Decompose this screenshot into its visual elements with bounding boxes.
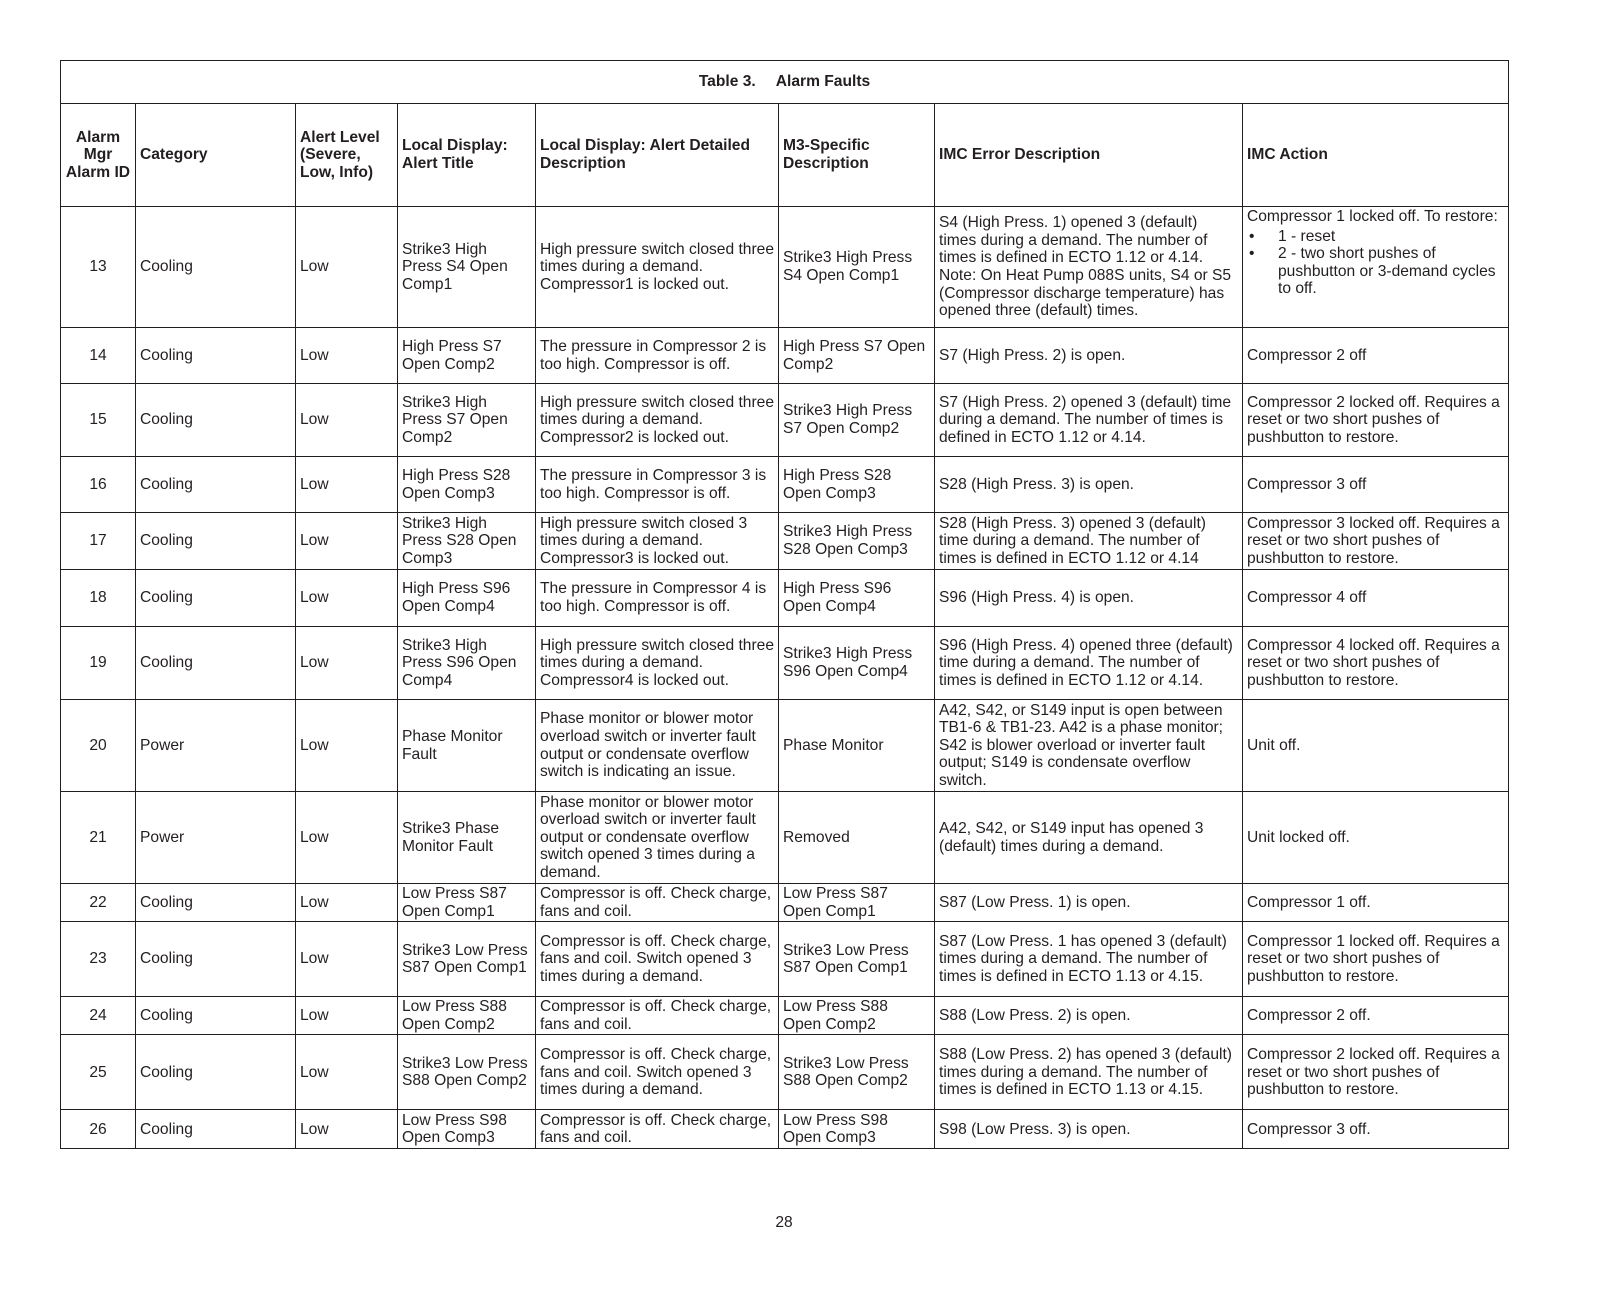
category-text: Cooling [140,411,193,429]
restore-step: • 2 - two short pushes of pushbutton or 3-demand cycles to off. [1247,245,1504,298]
cell-m3-description [779,792,935,884]
cell-alarm-id [61,1110,136,1149]
m3-description-text: Strike3 High Press S4 Open Comp1 [783,249,913,284]
alert-title-text: High Press S7 Open Comp2 [402,337,502,373]
alarm-id-text: 24 [89,1006,107,1024]
detailed-description-text: The pressure in Compressor 4 is too high. Compressor is off. [540,580,767,615]
category-text: Cooling [140,950,193,968]
alert-title-text: High Press S96 Open Comp4 [402,580,511,615]
detailed-description-text: The pressure in Compressor 2 is too high. Compressor is off. [540,337,767,373]
cell-alarm-id [61,570,136,627]
cell-alert-title [398,384,536,457]
alarm-faults-table [60,60,1509,1149]
category-text: Power [140,828,185,846]
imc-action-text: Compressor 1 locked off. Requires a reset or two short pushes of pushbutton to restore. [1247,932,1500,985]
imc-action-text: Compressor 2 locked off. Requires a reset or two short pushes of pushbutton to restore. [1247,1045,1500,1099]
alert-level-text: Low [300,1120,329,1138]
cell-alert-title [398,922,536,997]
category-text: Cooling [140,589,193,607]
header-imc-action: IMC Action [1243,104,1509,207]
cell-alert-level [296,627,398,700]
cell-detailed-description [536,1110,779,1149]
cell-imc-error [935,457,1243,513]
imc-action-text: Compressor 2 off. [1247,1006,1371,1024]
page-number: 28 [775,1214,793,1231]
alert-level-text: Low [300,736,329,754]
imc-action-text: Compressor 3 off. [1247,1120,1371,1138]
alarm-id-text: 13 [89,258,107,276]
cell-alarm-id [61,627,136,700]
cell-detailed-description [536,207,779,328]
alert-level-text: Low [300,1006,329,1024]
cell-imc-error [935,1035,1243,1110]
cell-imc-action [1243,884,1509,922]
imc-error-text: S7 (High Press. 2) opened 3 (default) time during a demand. The number of times is defined in ECTO 1.12 or 4.14. [939,393,1232,446]
alarm-id-text: 14 [89,346,107,364]
cell-detailed-description [536,884,779,922]
cell-m3-description [779,627,935,700]
table-row [61,627,1509,700]
cell-imc-error [935,792,1243,884]
imc-action-text: Unit off. [1247,736,1301,754]
cell-m3-description [779,1035,935,1110]
cell-imc-action [1243,700,1509,792]
cell-category [136,328,296,384]
table-header-row [61,104,1509,207]
m3-description-text: Strike3 High Press S28 Open Comp3 [783,523,913,558]
cell-imc-action [1243,792,1509,884]
imc-action-text: Compressor 2 locked off. Requires a reset or two short pushes of pushbutton to restore. [1247,393,1500,446]
m3-description-text: Phase Monitor [783,736,884,754]
cell-category [136,700,296,792]
cell-alert-title [398,457,536,513]
cell-category [136,1110,296,1149]
imc-action-text: Compressor 2 off [1247,346,1367,364]
cell-alarm-id [61,513,136,570]
alarm-id-text: 22 [89,893,107,911]
m3-description-text: Strike3 Low Press S87 Open Comp1 [783,941,909,977]
alert-level-text: Low [300,828,329,846]
table-row [61,207,1509,328]
table-row [61,884,1509,922]
alarm-id-text: 26 [89,1120,107,1138]
m3-description-text: High Press S28 Open Comp3 [783,466,892,502]
cell-m3-description [779,328,935,384]
imc-error-text: S7 (High Press. 2) is open. [939,346,1126,364]
cell-detailed-description [536,513,779,570]
cell-detailed-description [536,922,779,997]
m3-description-text: Low Press S88 Open Comp2 [783,998,888,1033]
m3-description-text: Removed [783,828,850,846]
cell-detailed-description [536,457,779,513]
table-row [61,997,1509,1035]
detailed-description-text: Phase monitor or blower motor overload switch or inverter fault output or condensate overflow switch is indicating an issue. [540,710,756,781]
table-number: Table 3. [698,73,756,91]
cell-alert-title [398,328,536,384]
alert-level-text: Low [300,893,329,911]
cell-imc-action [1243,922,1509,997]
cell-imc-action [1243,457,1509,513]
cell-imc-error [935,384,1243,457]
imc-error-text: A42, S42, or S149 input is open between TB1-6 & TB1-23. A42 is a phase monitor; S42 is blower overload or inverter fault output; S149 is condensate overflow switch. [939,701,1224,789]
imc-error-text: S96 (High Press. 4) is open. [939,589,1135,607]
cell-alert-level [296,997,398,1035]
cell-imc-error [935,627,1243,700]
alert-title-text: Strike3 High Press S7 Open Comp2 [402,393,508,446]
cell-imc-error [935,700,1243,792]
m3-description-text: High Press S7 Open Comp2 [783,337,926,373]
category-text: Cooling [140,893,193,911]
alert-title-text: Strike3 High Press S96 Open Comp4 [402,636,517,689]
alert-title-text: Strike3 High Press S28 Open Comp3 [402,514,517,567]
header-m3-description: M3-Specific Description [779,104,935,207]
cell-imc-error [935,207,1243,328]
cell-m3-description [779,700,935,792]
cell-alert-level [296,700,398,792]
cell-alarm-id [61,1035,136,1110]
detailed-description-text: The pressure in Compressor 3 is too high. Compressor is off. [540,466,767,502]
alert-title-text: Strike3 High Press S4 Open Comp1 [402,240,508,293]
m3-description-text: Strike3 High Press S7 Open Comp2 [783,402,913,437]
header-alert-level: Alert Level (Severe, Low, Info) [296,104,398,207]
cell-imc-action [1243,997,1509,1035]
cell-alert-title [398,997,536,1035]
header-alarm-id: Alarm Mgr Alarm ID [61,104,136,207]
cell-imc-error [935,922,1243,997]
cell-m3-description [779,457,935,513]
cell-category [136,513,296,570]
alert-level-text: Low [300,411,329,429]
alert-title-text: Low Press S87 Open Comp1 [402,885,507,920]
cell-category [136,384,296,457]
imc-action-text: Compressor 3 off [1247,475,1367,493]
cell-category [136,884,296,922]
header-imc-error: IMC Error Description [935,104,1243,207]
detailed-description-text: Phase monitor or blower motor overload switch or inverter fault output or condensate overflow switch opened 3 times during a demand. [540,793,756,881]
cell-alert-title [398,700,536,792]
cell-detailed-description [536,700,779,792]
cell-alert-title [398,884,536,922]
cell-alarm-id [61,884,136,922]
cell-imc-error [935,328,1243,384]
imc-error-text: S96 (High Press. 4) opened three (default) time during a demand. The number of times is defined in ECTO 1.12 or 4.14. [939,636,1233,689]
category-text: Cooling [140,1006,193,1024]
cell-alert-title [398,1110,536,1149]
cell-category [136,457,296,513]
alert-level-text: Low [300,532,329,550]
cell-detailed-description [536,997,779,1035]
imc-action-text: Compressor 4 off [1247,589,1367,607]
alert-title-text: Strike3 Phase Monitor Fault [402,819,500,855]
alert-level-text: Low [300,475,329,493]
alert-title-text: High Press S28 Open Comp3 [402,466,511,502]
cell-imc-error [935,884,1243,922]
table-row [61,1110,1509,1149]
cell-alert-level [296,328,398,384]
alert-level-text: Low [300,950,329,968]
category-text: Cooling [140,1120,193,1138]
cell-m3-description [779,570,935,627]
detailed-description-text: Compressor is off. Check charge, fans and coil. [540,1111,772,1147]
cell-alert-level [296,457,398,513]
cell-alarm-id [61,700,136,792]
m3-description-text: Strike3 Low Press S88 Open Comp2 [783,1054,909,1090]
imc-action-text: Compressor 1 locked off. To restore: [1247,208,1498,225]
category-text: Cooling [140,1063,193,1081]
table-title: Alarm Faults [775,73,871,91]
imc-error-text: S88 (Low Press. 2) is open. [939,1006,1131,1024]
alarm-id-text: 19 [89,654,107,672]
cell-category [136,997,296,1035]
cell-imc-error [935,570,1243,627]
imc-error-text: S4 (High Press. 1) opened 3 (default) times during a demand. The number of times is defined in ECTO 1.12 or 4.14. Note: On Heat Pump 088S units, S4 or S5 (Compressor discharge temperature) has opened three (default) times. [939,214,1232,320]
cell-detailed-description [536,570,779,627]
cell-alert-title [398,513,536,570]
imc-error-text: S88 (Low Press. 2) has opened 3 (default) times during a demand. The number of times is defined in ECTO 1.13 or 4.15. [939,1045,1232,1099]
cell-alert-level [296,570,398,627]
category-text: Cooling [140,475,193,493]
table-row [61,384,1509,457]
cell-detailed-description [536,792,779,884]
cell-detailed-description [536,627,779,700]
category-text: Cooling [140,346,193,364]
cell-alert-level [296,207,398,328]
cell-m3-description [779,207,935,328]
imc-error-text: S98 (Low Press. 3) is open. [939,1120,1131,1138]
alert-level-text: Low [300,258,329,276]
cell-m3-description [779,884,935,922]
cell-alert-title [398,1035,536,1110]
imc-action-text: Unit locked off. [1247,828,1350,846]
cell-alert-level [296,884,398,922]
imc-error-text: S28 (High Press. 3) is open. [939,475,1135,493]
cell-detailed-description [536,384,779,457]
table-row [61,1035,1509,1110]
category-text: Cooling [140,654,193,672]
cell-alert-title [398,570,536,627]
alert-title-text: Strike3 Low Press S88 Open Comp2 [402,1054,528,1090]
cell-m3-description [779,1110,935,1149]
alert-title-text: Strike3 Low Press S87 Open Comp1 [402,941,528,977]
alert-level-text: Low [300,589,329,607]
alert-title-text: Phase Monitor Fault [402,727,503,763]
cell-alarm-id [61,997,136,1035]
restore-steps-list [1247,228,1504,298]
detailed-description-text: High pressure switch closed three times during a demand. Compressor4 is locked out. [540,636,775,689]
cell-imc-action [1243,513,1509,570]
cell-m3-description [779,997,935,1035]
cell-imc-error [935,997,1243,1035]
imc-error-text: A42, S42, or S149 input has opened 3 (default) times during a demand. [939,819,1204,855]
cell-alert-level [296,792,398,884]
cell-m3-description [779,513,935,570]
m3-description-text: Strike3 High Press S96 Open Comp4 [783,645,913,680]
cell-alarm-id [61,207,136,328]
cell-alert-level [296,922,398,997]
cell-imc-action [1243,570,1509,627]
restore-step: • 1 - reset [1247,228,1504,246]
cell-imc-action [1243,627,1509,700]
alert-title-text: Low Press S88 Open Comp2 [402,998,507,1033]
table-row [61,700,1509,792]
table-row [61,328,1509,384]
detailed-description-text: High pressure switch closed three times during a demand. Compressor1 is locked out. [540,240,775,293]
cell-imc-action [1243,1110,1509,1149]
detailed-description-text: Compressor is off. Check charge, fans and coil. Switch opened 3 times during a demand. [540,932,772,985]
cell-category [136,792,296,884]
cell-alert-level [296,1035,398,1110]
cell-alert-title [398,792,536,884]
detailed-description-text: High pressure switch closed 3 times during a demand. Compressor3 is locked out. [540,514,748,567]
table-caption [61,61,1509,104]
cell-m3-description [779,384,935,457]
alert-level-text: Low [300,346,329,364]
cell-imc-error [935,513,1243,570]
cell-alert-level [296,1110,398,1149]
table-row [61,457,1509,513]
alarm-id-text: 20 [89,736,107,754]
category-text: Power [140,736,185,754]
cell-alarm-id [61,457,136,513]
cell-alarm-id [61,384,136,457]
alarm-id-text: 21 [89,828,107,846]
alarm-id-text: 16 [89,475,107,493]
cell-alarm-id [61,792,136,884]
cell-m3-description [779,922,935,997]
table-row [61,570,1509,627]
cell-alarm-id [61,922,136,997]
m3-description-text: High Press S96 Open Comp4 [783,580,892,615]
detailed-description-text: Compressor is off. Check charge, fans and coil. Switch opened 3 times during a demand. [540,1045,772,1099]
alert-level-text: Low [300,1063,329,1081]
alarm-id-text: 25 [89,1063,107,1081]
imc-action-text: Compressor 3 locked off. Requires a reset or two short pushes of pushbutton to restore. [1247,514,1500,567]
table-row [61,792,1509,884]
cell-detailed-description [536,1035,779,1110]
header-category: Category [136,104,296,207]
cell-alert-title [398,207,536,328]
table-row [61,922,1509,997]
m3-description-text: Low Press S98 Open Comp3 [783,1111,888,1147]
imc-error-text: S87 (Low Press. 1 has opened 3 (default) times during a demand. The number of times is defined in ECTO 1.13 or 4.15. [939,932,1227,985]
cell-category [136,207,296,328]
alarm-id-text: 23 [89,950,107,968]
category-text: Cooling [140,258,193,276]
cell-imc-action [1243,1035,1509,1110]
cell-alert-level [296,384,398,457]
cell-imc-error [935,1110,1243,1149]
alarm-id-text: 15 [89,411,107,429]
header-alert-title: Local Display: Alert Title [398,104,536,207]
cell-category [136,922,296,997]
cell-category [136,570,296,627]
detailed-description-text: Compressor is off. Check charge, fans and coil. [540,885,772,920]
alert-level-text: Low [300,654,329,672]
alarm-id-text: 17 [89,532,107,550]
cell-imc-action [1243,207,1509,328]
header-detailed-description: Local Display: Alert Detailed Description [536,104,779,207]
category-text: Cooling [140,532,193,550]
detailed-description-text: High pressure switch closed three times during a demand. Compressor2 is locked out. [540,393,775,446]
m3-description-text: Low Press S87 Open Comp1 [783,885,888,920]
cell-alert-level [296,513,398,570]
imc-action-text: Compressor 4 locked off. Requires a reset or two short pushes of pushbutton to restore. [1247,636,1500,689]
cell-category [136,627,296,700]
table-title-row [61,61,1509,104]
imc-error-text: S87 (Low Press. 1) is open. [939,893,1131,911]
imc-error-text: S28 (High Press. 3) opened 3 (default) time during a demand. The number of times is defined in ECTO 1.12 or 4.14 [939,514,1206,567]
cell-imc-action [1243,328,1509,384]
cell-category [136,1035,296,1110]
alert-title-text: Low Press S98 Open Comp3 [402,1111,507,1147]
detailed-description-text: Compressor is off. Check charge, fans and coil. [540,998,772,1033]
cell-imc-action [1243,384,1509,457]
cell-alarm-id [61,328,136,384]
alarm-id-text: 18 [89,589,107,607]
imc-action-text: Compressor 1 off. [1247,893,1371,911]
cell-detailed-description [536,328,779,384]
cell-alert-title [398,627,536,700]
table-row [61,513,1509,570]
